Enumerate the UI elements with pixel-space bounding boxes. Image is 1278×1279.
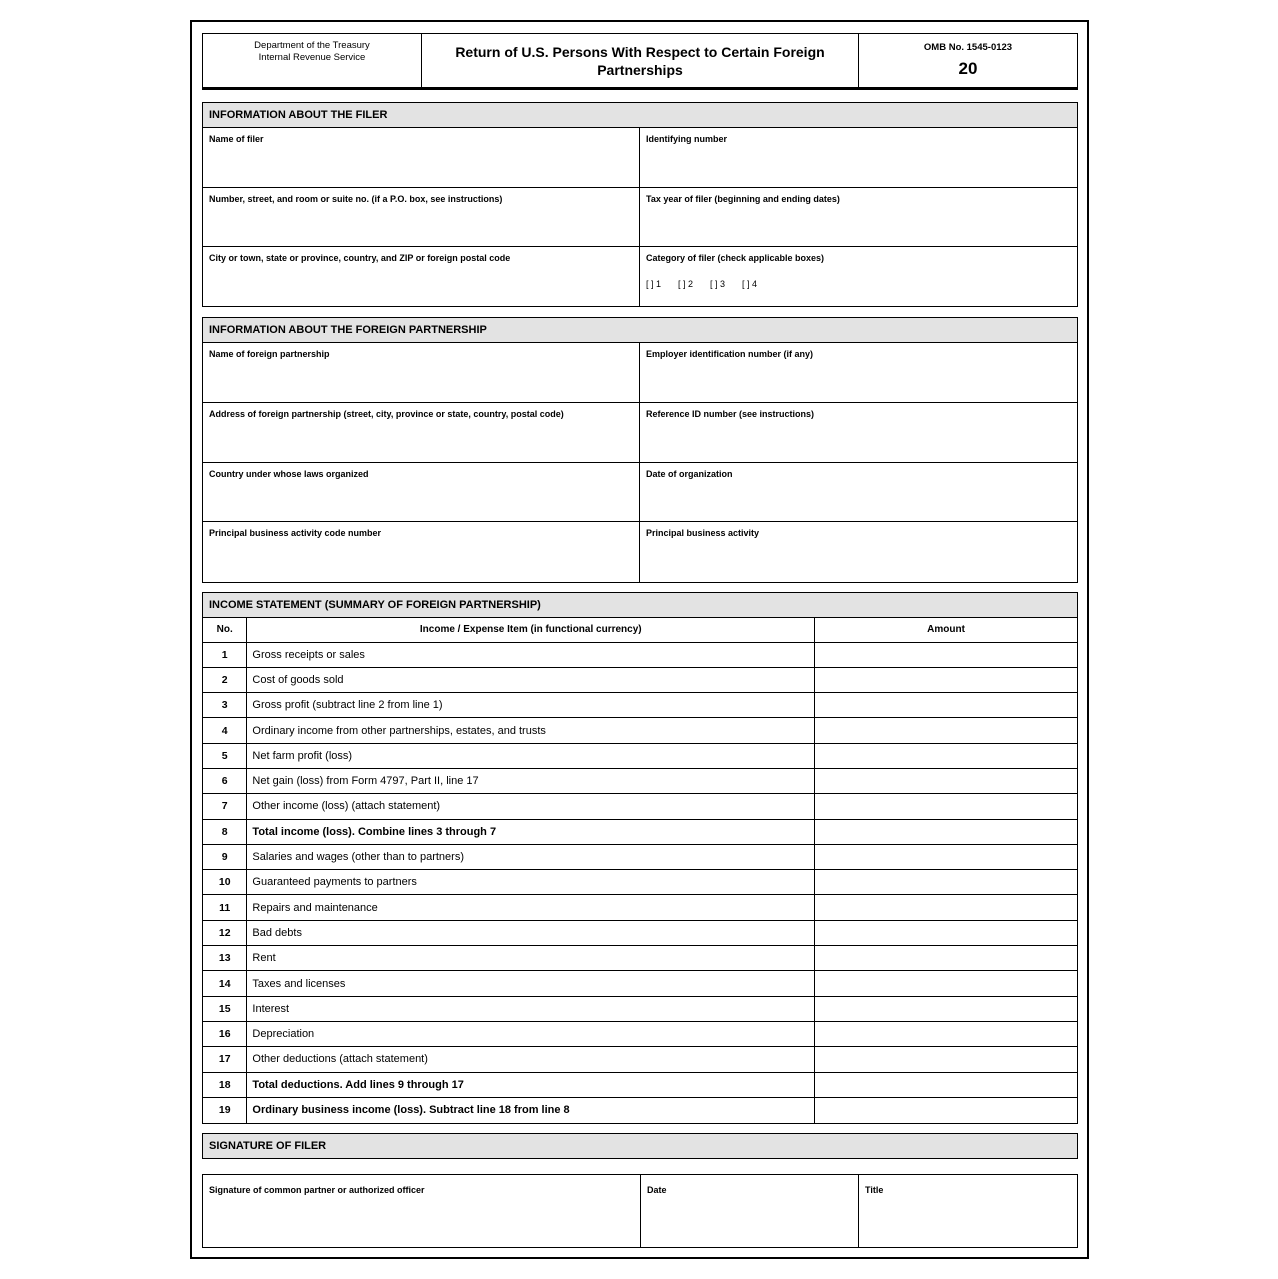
line-number: 4 xyxy=(203,718,247,743)
identifying-number-field[interactable] xyxy=(640,128,1077,187)
table-row xyxy=(203,895,1077,920)
amount-field[interactable] xyxy=(815,819,1077,844)
line-description: Cost of goods sold xyxy=(247,667,815,692)
table-row xyxy=(203,920,1077,945)
amount-field[interactable] xyxy=(815,768,1077,793)
line-description: Net farm profit (loss) xyxy=(247,743,815,768)
line-number: 15 xyxy=(203,996,247,1021)
amount-field[interactable] xyxy=(815,996,1077,1021)
amount-field[interactable] xyxy=(815,667,1077,692)
signature-section-heading: SIGNATURE OF FILER xyxy=(202,1133,1078,1159)
amount-field[interactable] xyxy=(815,693,1077,718)
line-description: Gross receipts or sales xyxy=(247,642,815,667)
table-row xyxy=(203,870,1077,895)
activity-code-label: Principal business activity code number xyxy=(209,528,382,538)
table-row xyxy=(203,996,1077,1021)
category-field xyxy=(640,247,1077,306)
line-number: 8 xyxy=(203,819,247,844)
table-row xyxy=(203,1021,1077,1046)
amount-field[interactable] xyxy=(815,1097,1077,1122)
category-label: Category of filer (check applicable boxes) xyxy=(646,253,825,263)
signature-title-field[interactable] xyxy=(859,1175,1077,1247)
table-row xyxy=(203,1097,1077,1122)
form-title: Return of U.S. Persons With Respect to Certain Foreign Partnerships xyxy=(455,43,825,78)
line-number: 16 xyxy=(203,1021,247,1046)
table-row xyxy=(203,844,1077,869)
signature-label: Signature of common partner or authorized officer xyxy=(209,1185,425,1195)
income-section xyxy=(202,592,1078,1124)
ein-label: Employer identification number (if any) xyxy=(646,349,814,359)
line-description: Ordinary income from other partnerships, estates, and trusts xyxy=(247,718,815,743)
table-row xyxy=(203,946,1077,971)
date-organization-field[interactable] xyxy=(640,463,1077,521)
form-title-block xyxy=(422,34,859,87)
table-row xyxy=(203,667,1077,692)
amount-field[interactable] xyxy=(815,895,1077,920)
line-number: 1 xyxy=(203,642,247,667)
line-description: Bad debts xyxy=(247,920,815,945)
table-row xyxy=(203,693,1077,718)
amount-field[interactable] xyxy=(815,971,1077,996)
signature-date-field[interactable] xyxy=(641,1175,859,1247)
table-row xyxy=(203,768,1077,793)
business-activity-field[interactable] xyxy=(640,522,1077,582)
line-number: 7 xyxy=(203,794,247,819)
dept-line-1: Department of the Treasury xyxy=(254,40,370,51)
table-row xyxy=(203,819,1077,844)
line-description: Ordinary business income (loss). Subtract line 18 from line 8 xyxy=(247,1097,815,1122)
income-table xyxy=(203,618,1077,1123)
filer-section xyxy=(202,102,1078,307)
line-description: Other deductions (attach statement) xyxy=(247,1047,815,1072)
reference-id-label: Reference ID number (see instructions) xyxy=(646,409,815,419)
street-address-label: Number, street, and room or suite no. (if a P.O. box, see instructions) xyxy=(209,194,503,204)
line-description: Total income (loss). Combine lines 3 through 7 xyxy=(247,819,815,844)
line-number: 18 xyxy=(203,1072,247,1097)
line-number: 11 xyxy=(203,895,247,920)
country-organized-label: Country under whose laws organized xyxy=(209,469,369,479)
line-description: Salaries and wages (other than to partners) xyxy=(247,844,815,869)
line-number: 13 xyxy=(203,946,247,971)
filer-section-heading: INFORMATION ABOUT THE FILER xyxy=(203,103,1077,128)
category-checkbox-3[interactable]: [ ] 3 xyxy=(710,279,726,289)
amount-field[interactable] xyxy=(815,946,1077,971)
line-description: Depreciation xyxy=(247,1021,815,1046)
tax-year: 20 xyxy=(958,59,978,78)
partnership-address-field[interactable] xyxy=(203,403,640,462)
amount-field[interactable] xyxy=(815,920,1077,945)
amount-field[interactable] xyxy=(815,1021,1077,1046)
table-row xyxy=(203,642,1077,667)
street-address-field[interactable] xyxy=(203,188,640,246)
identifying-number-label: Identifying number xyxy=(646,134,727,144)
amount-field[interactable] xyxy=(815,870,1077,895)
activity-code-field[interactable] xyxy=(203,522,640,582)
form-header xyxy=(202,33,1078,90)
line-description: Interest xyxy=(247,996,815,1021)
signature-date-label: Date xyxy=(647,1185,667,1195)
col-header-item: Income / Expense Item (in functional currency) xyxy=(247,618,815,642)
tax-year-label: Tax year of filer (beginning and ending dates) xyxy=(646,194,840,204)
amount-field[interactable] xyxy=(815,642,1077,667)
line-description: Repairs and maintenance xyxy=(247,895,815,920)
line-number: 14 xyxy=(203,971,247,996)
amount-field[interactable] xyxy=(815,718,1077,743)
filer-name-field[interactable] xyxy=(203,128,640,187)
line-number: 12 xyxy=(203,920,247,945)
line-description: Total deductions. Add lines 9 through 17 xyxy=(247,1072,815,1097)
amount-field[interactable] xyxy=(815,743,1077,768)
table-row xyxy=(203,1047,1077,1072)
partnership-section xyxy=(202,317,1078,583)
date-organization-label: Date of organization xyxy=(646,469,733,479)
line-description: Taxes and licenses xyxy=(247,971,815,996)
line-number: 17 xyxy=(203,1047,247,1072)
line-description: Gross profit (subtract line 2 from line 1) xyxy=(247,693,815,718)
category-checkbox-1[interactable]: [ ] 1 xyxy=(646,279,662,289)
amount-field[interactable] xyxy=(815,794,1077,819)
city-state-zip-label: City or town, state or province, country, and ZIP or foreign postal code xyxy=(209,253,511,263)
line-description: Guaranteed payments to partners xyxy=(247,870,815,895)
tax-year-field[interactable] xyxy=(640,188,1077,246)
agency-block xyxy=(203,34,422,87)
filer-name-label: Name of filer xyxy=(209,134,264,144)
country-organized-field[interactable] xyxy=(203,463,640,521)
ein-field[interactable] xyxy=(640,343,1077,402)
amount-field[interactable] xyxy=(815,1047,1077,1072)
line-description: Net gain (loss) from Form 4797, Part II, line 17 xyxy=(247,768,815,793)
income-section-heading: INCOME STATEMENT (SUMMARY OF FOREIGN PARTNERSHIP) xyxy=(203,593,1077,618)
signature-title-label: Title xyxy=(865,1185,884,1195)
category-checkboxes xyxy=(646,279,1071,289)
line-number: 2 xyxy=(203,667,247,692)
line-number: 9 xyxy=(203,844,247,869)
line-description: Rent xyxy=(247,946,815,971)
amount-field[interactable] xyxy=(815,844,1077,869)
omb-number: OMB No. 1545-0123 xyxy=(923,42,1013,53)
line-number: 5 xyxy=(203,743,247,768)
table-row xyxy=(203,1072,1077,1097)
city-state-zip-field[interactable] xyxy=(203,247,640,306)
partnership-section-heading: INFORMATION ABOUT THE FOREIGN PARTNERSHIP xyxy=(203,318,1077,343)
col-header-amount: Amount xyxy=(815,618,1077,642)
partnership-name-field[interactable] xyxy=(203,343,640,402)
table-row xyxy=(203,718,1077,743)
signature-block xyxy=(202,1174,1078,1248)
table-row xyxy=(203,971,1077,996)
business-activity-label: Principal business activity xyxy=(646,528,760,538)
partnership-address-label: Address of foreign partnership (street, city, province or state, country, postal code) xyxy=(209,409,564,419)
table-row xyxy=(203,743,1077,768)
category-checkbox-2[interactable]: [ ] 2 xyxy=(678,279,694,289)
line-number: 19 xyxy=(203,1097,247,1122)
signature-field[interactable] xyxy=(203,1175,641,1247)
line-description: Other income (loss) (attach statement) xyxy=(247,794,815,819)
amount-field[interactable] xyxy=(815,1072,1077,1097)
reference-id-field[interactable] xyxy=(640,403,1077,462)
dept-line-2: Internal Revenue Service xyxy=(258,52,366,63)
omb-block xyxy=(859,34,1077,87)
line-number: 3 xyxy=(203,693,247,718)
table-row xyxy=(203,794,1077,819)
category-checkbox-4[interactable]: [ ] 4 xyxy=(742,279,758,289)
partnership-name-label: Name of foreign partnership xyxy=(209,349,330,359)
form-page xyxy=(190,20,1089,1259)
col-header-no: No. xyxy=(203,618,247,642)
line-number: 10 xyxy=(203,870,247,895)
line-number: 6 xyxy=(203,768,247,793)
